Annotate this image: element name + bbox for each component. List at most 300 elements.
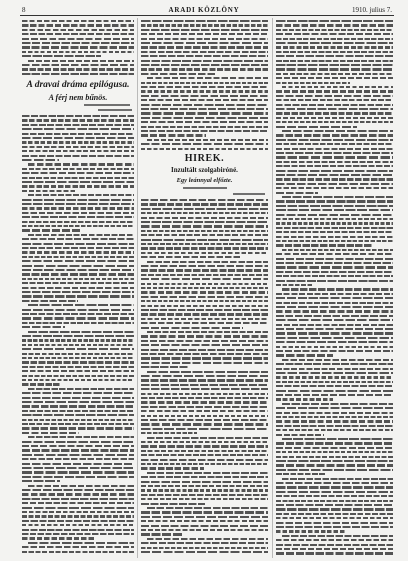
text-line: [276, 530, 346, 532]
text-line: [147, 507, 268, 509]
text-line: [141, 46, 268, 48]
text-line: [276, 376, 393, 378]
text-line: [276, 244, 372, 246]
text-line: [276, 161, 393, 163]
text-line: [141, 327, 243, 329]
text-line: [141, 148, 268, 150]
text-line: [276, 205, 393, 207]
text-line: [141, 388, 268, 390]
text-line: [22, 379, 134, 381]
text-line: [141, 516, 268, 518]
text-line: [276, 156, 393, 158]
text-line: [22, 423, 134, 425]
text-line: [276, 482, 393, 484]
text-line: [276, 328, 393, 330]
text-line: [141, 485, 268, 487]
text-line: [276, 552, 393, 554]
text-line: [141, 104, 268, 106]
text-line: [22, 287, 134, 289]
text-line: [22, 216, 134, 218]
text-line: [22, 383, 61, 385]
text-line: [22, 463, 134, 465]
text-line: [141, 300, 268, 302]
text-line: [276, 200, 393, 202]
text-line: [141, 379, 268, 381]
text-line: [276, 398, 333, 400]
text-line: [276, 293, 393, 295]
text-line: [276, 152, 393, 154]
text-line: [22, 291, 134, 293]
text-line: [141, 432, 197, 434]
text-line: [141, 459, 268, 461]
text-line: [276, 20, 393, 22]
text-line: [22, 361, 134, 363]
text-line: [22, 507, 134, 509]
text-line: [141, 287, 268, 289]
text-line: [22, 265, 134, 267]
text-line: [141, 441, 268, 443]
text-line: [141, 225, 268, 227]
text-line: [22, 203, 134, 205]
text-line: [22, 348, 134, 350]
text-line: [276, 60, 393, 62]
text-line: [141, 520, 268, 522]
text-line: [276, 148, 393, 150]
article-headline: A dravai dráma epilógusa.: [26, 80, 130, 90]
text-line: [22, 128, 134, 130]
text-line: [141, 340, 268, 342]
text-line: [141, 55, 268, 57]
text-line: [22, 256, 134, 258]
text-line: [22, 155, 134, 157]
text-line: [22, 199, 134, 201]
text-line: [276, 508, 393, 510]
text-line: [282, 438, 393, 440]
text-line: [141, 291, 268, 293]
text-line: [22, 295, 134, 297]
text-line: [22, 119, 134, 121]
text-line: [22, 273, 134, 275]
text-line: [276, 306, 393, 308]
text-line: [141, 108, 268, 110]
text-line: [141, 265, 268, 267]
text-line: [141, 525, 268, 527]
text-line: [141, 20, 268, 22]
text-line: [276, 165, 393, 167]
text-line: [141, 130, 268, 132]
text-line: [141, 126, 268, 128]
text-line: [276, 38, 393, 40]
text-line: [22, 177, 134, 179]
text-line: [22, 238, 134, 240]
text-line: [22, 115, 134, 117]
text-line: [22, 375, 134, 377]
text-line: [22, 432, 79, 434]
text-line: [141, 99, 268, 101]
text-line: [276, 363, 393, 365]
text-line: [147, 538, 268, 540]
text-line: [141, 445, 268, 447]
text-line: [276, 222, 393, 224]
text-line: [276, 236, 393, 238]
text-line: [141, 463, 268, 465]
text-line: [147, 77, 268, 79]
text-line: [141, 481, 268, 483]
text-line: [141, 269, 268, 271]
text-line: [276, 319, 393, 321]
text-line: [276, 451, 393, 453]
text-line: [276, 350, 393, 352]
text-line: [276, 513, 393, 515]
text-line: [141, 283, 268, 285]
text-line: [22, 141, 134, 143]
text-line: [22, 172, 134, 174]
text-line: [141, 112, 268, 114]
text-line: [141, 95, 268, 97]
text-line: [282, 288, 393, 290]
text-line: [141, 547, 268, 549]
text-line: [141, 68, 268, 70]
article-subheadline: A férj nem bűnös.: [48, 93, 108, 102]
text-line: [276, 473, 326, 475]
text-line: [22, 441, 134, 443]
text-line: [276, 354, 333, 356]
text-line: [22, 207, 134, 209]
text-line: [28, 436, 134, 438]
text-line: [141, 322, 268, 324]
text-line: [276, 112, 393, 114]
text-line: [141, 375, 268, 377]
text-line: [22, 498, 134, 500]
text-line: [276, 469, 393, 471]
text-line: [141, 489, 268, 491]
text-line: [276, 55, 393, 57]
dateline-line: [233, 193, 265, 195]
text-line: [141, 313, 268, 315]
text-line: [276, 407, 393, 409]
text-line: [276, 95, 393, 97]
text-line: [276, 315, 393, 317]
text-line: [22, 51, 134, 53]
text-line: [28, 388, 134, 390]
text-line: [141, 393, 268, 395]
text-line: [22, 137, 134, 139]
text-line: [276, 46, 393, 48]
text-line: [22, 471, 134, 473]
text-line: [276, 491, 393, 493]
text-line: [22, 410, 134, 412]
text-line: [282, 249, 393, 251]
text-line: [282, 359, 393, 361]
text-line: [276, 73, 393, 75]
text-line: [22, 68, 134, 70]
text-line: [141, 212, 268, 214]
text-line: [276, 266, 393, 268]
text-line: [147, 261, 268, 263]
text-line: [22, 251, 134, 253]
text-line: [22, 458, 134, 460]
text-line: [141, 51, 268, 53]
text-line: [22, 515, 134, 517]
text-line: [282, 403, 393, 405]
text-line: [22, 551, 134, 553]
text-line: [276, 425, 393, 427]
text-line: [141, 221, 268, 223]
text-line: [22, 46, 134, 48]
text-line: [141, 503, 205, 505]
text-line: [22, 511, 134, 513]
text-line: [141, 60, 268, 62]
text-line: [22, 344, 134, 346]
text-line: [141, 419, 268, 421]
text-line: [141, 511, 268, 513]
text-line: [22, 449, 134, 451]
text-line: [22, 24, 134, 26]
text-line: [276, 68, 393, 70]
section-heading: HIREK.: [184, 153, 225, 164]
text-line: [141, 64, 268, 66]
column-divider: [272, 18, 273, 558]
text-line: [276, 192, 318, 194]
text-line: [22, 357, 134, 359]
text-line: [276, 337, 393, 339]
text-line: [276, 456, 393, 458]
text-line: [141, 366, 189, 368]
text-line: [22, 445, 134, 447]
text-line: [276, 139, 393, 141]
text-line: [276, 275, 393, 277]
text-line: [28, 163, 134, 165]
text-line: [141, 199, 268, 201]
text-line: [22, 64, 134, 66]
text-line: [22, 454, 134, 456]
text-line: [276, 517, 393, 519]
text-line: [22, 73, 134, 75]
text-line: [276, 24, 393, 26]
text-line: [276, 82, 350, 84]
text-line: [22, 260, 134, 262]
text-line: [22, 313, 134, 315]
text-line: [22, 278, 134, 280]
text-line: [276, 64, 393, 66]
text-line: [276, 504, 393, 506]
text-line: [276, 297, 393, 299]
text-line: [141, 82, 268, 84]
text-line: [276, 77, 393, 79]
text-line: [141, 73, 217, 75]
text-line: [276, 544, 393, 546]
text-line: [276, 214, 393, 216]
text-line: [22, 185, 134, 187]
text-line: [22, 159, 59, 161]
text-line: [276, 416, 393, 418]
text-line: [276, 51, 393, 53]
text-line: [141, 415, 268, 417]
text-line: [22, 370, 134, 372]
text-line: [22, 181, 134, 183]
text-line: [28, 194, 134, 196]
byline-line: [84, 104, 130, 106]
text-line: [22, 42, 134, 44]
text-line: [276, 539, 393, 541]
text-line: [276, 42, 393, 44]
text-line: [141, 134, 206, 136]
text-line: [22, 243, 134, 245]
text-line: [28, 485, 134, 487]
text-line: [22, 247, 134, 249]
text-line: [276, 253, 393, 255]
text-line: [22, 150, 134, 152]
text-line: [141, 42, 268, 44]
text-line: [28, 331, 134, 333]
text-line: [141, 208, 268, 210]
text-line: [141, 498, 268, 500]
text-line: [276, 126, 357, 128]
text-line: [141, 344, 268, 346]
text-line: [22, 322, 134, 324]
text-line: [22, 133, 134, 135]
text-line: [141, 274, 268, 276]
text-line: [276, 280, 393, 282]
text-line: [22, 300, 78, 302]
text-line: [276, 104, 393, 106]
text-line: [141, 362, 268, 364]
text-line: [22, 397, 134, 399]
text-line: [141, 397, 268, 399]
text-line: [141, 239, 268, 241]
text-line: [22, 520, 134, 522]
text-line: [147, 472, 268, 474]
text-line: [276, 187, 393, 189]
text-line: [276, 178, 393, 180]
text-line: [276, 90, 393, 92]
text-line: [276, 332, 393, 334]
text-line: [141, 203, 268, 205]
text-line: [22, 212, 134, 214]
text-line: [276, 258, 393, 260]
text-line: [141, 278, 268, 280]
text-line: [141, 296, 268, 298]
text-line: [141, 384, 268, 386]
text-line: [22, 20, 134, 22]
text-line: [276, 262, 393, 264]
dateline-line: [98, 109, 132, 111]
text-line: [141, 406, 268, 408]
text-line: [276, 174, 393, 176]
text-line: [276, 143, 393, 145]
text-line: [22, 467, 134, 469]
text-line: [22, 480, 60, 482]
text-line: [22, 225, 134, 227]
masthead-title: ARADI KÖZLÖNY: [168, 6, 240, 14]
text-line: [22, 546, 134, 548]
text-line: [141, 24, 268, 26]
text-line: [276, 372, 393, 374]
page-number: 8: [22, 6, 26, 14]
text-line: [276, 429, 393, 431]
text-line: [276, 183, 393, 185]
text-line: [147, 139, 268, 141]
text-line: [22, 190, 76, 192]
byline-line: [183, 187, 227, 189]
text-line: [22, 489, 134, 491]
text-line: [22, 33, 134, 35]
text-line: [276, 240, 393, 242]
text-line: [22, 493, 134, 495]
text-line: [276, 495, 393, 497]
text-line: [282, 535, 393, 537]
text-line: [141, 217, 268, 219]
text-line: [276, 434, 324, 436]
text-line: [22, 524, 134, 526]
text-line: [22, 502, 134, 504]
text-line: [141, 454, 268, 456]
text-line: [276, 522, 393, 524]
text-line: [22, 537, 96, 539]
text-line: [276, 368, 393, 370]
text-line: [141, 247, 268, 249]
text-line: [141, 423, 268, 425]
text-line: [141, 357, 268, 359]
text-line: [141, 252, 268, 254]
text-line: [276, 460, 393, 462]
middle-column: [141, 0, 268, 561]
text-line: [141, 494, 268, 496]
text-line: [22, 419, 134, 421]
text-line: [276, 341, 393, 343]
text-line: [28, 60, 134, 62]
text-line: [141, 533, 182, 535]
text-line: [22, 282, 134, 284]
text-line: [141, 143, 268, 145]
text-line: [141, 121, 268, 123]
text-line: [276, 390, 393, 392]
text-line: [22, 269, 134, 271]
news-subheadline: Egy leánnyal elfőzte.: [176, 177, 233, 184]
text-line: [22, 124, 134, 126]
news-headline: Inzultált szolgabiróné.: [171, 166, 238, 174]
text-line: [22, 414, 134, 416]
masthead-date: 1910. julius 7.: [351, 6, 392, 14]
text-line: [141, 318, 268, 320]
text-line: [282, 130, 393, 132]
text-line: [276, 29, 393, 31]
text-line: [141, 410, 268, 412]
text-line: [141, 542, 268, 544]
text-line: [22, 427, 134, 429]
text-line: [28, 542, 134, 544]
text-line: [276, 33, 393, 35]
text-line: [141, 234, 268, 236]
text-line: [141, 529, 268, 531]
text-line: [141, 401, 268, 403]
text-line: [22, 401, 134, 403]
text-line: [22, 309, 134, 311]
text-line: [276, 121, 393, 123]
text-line: [141, 450, 268, 452]
text-line: [141, 335, 268, 337]
text-line: [276, 394, 393, 396]
text-line: [276, 464, 393, 466]
text-line: [28, 304, 134, 306]
text-line: [276, 486, 393, 488]
text-line: [276, 442, 393, 444]
text-line: [28, 234, 134, 236]
text-line: [276, 526, 393, 528]
text-line: [141, 476, 268, 478]
text-line: [276, 346, 393, 348]
text-line: [22, 29, 134, 31]
